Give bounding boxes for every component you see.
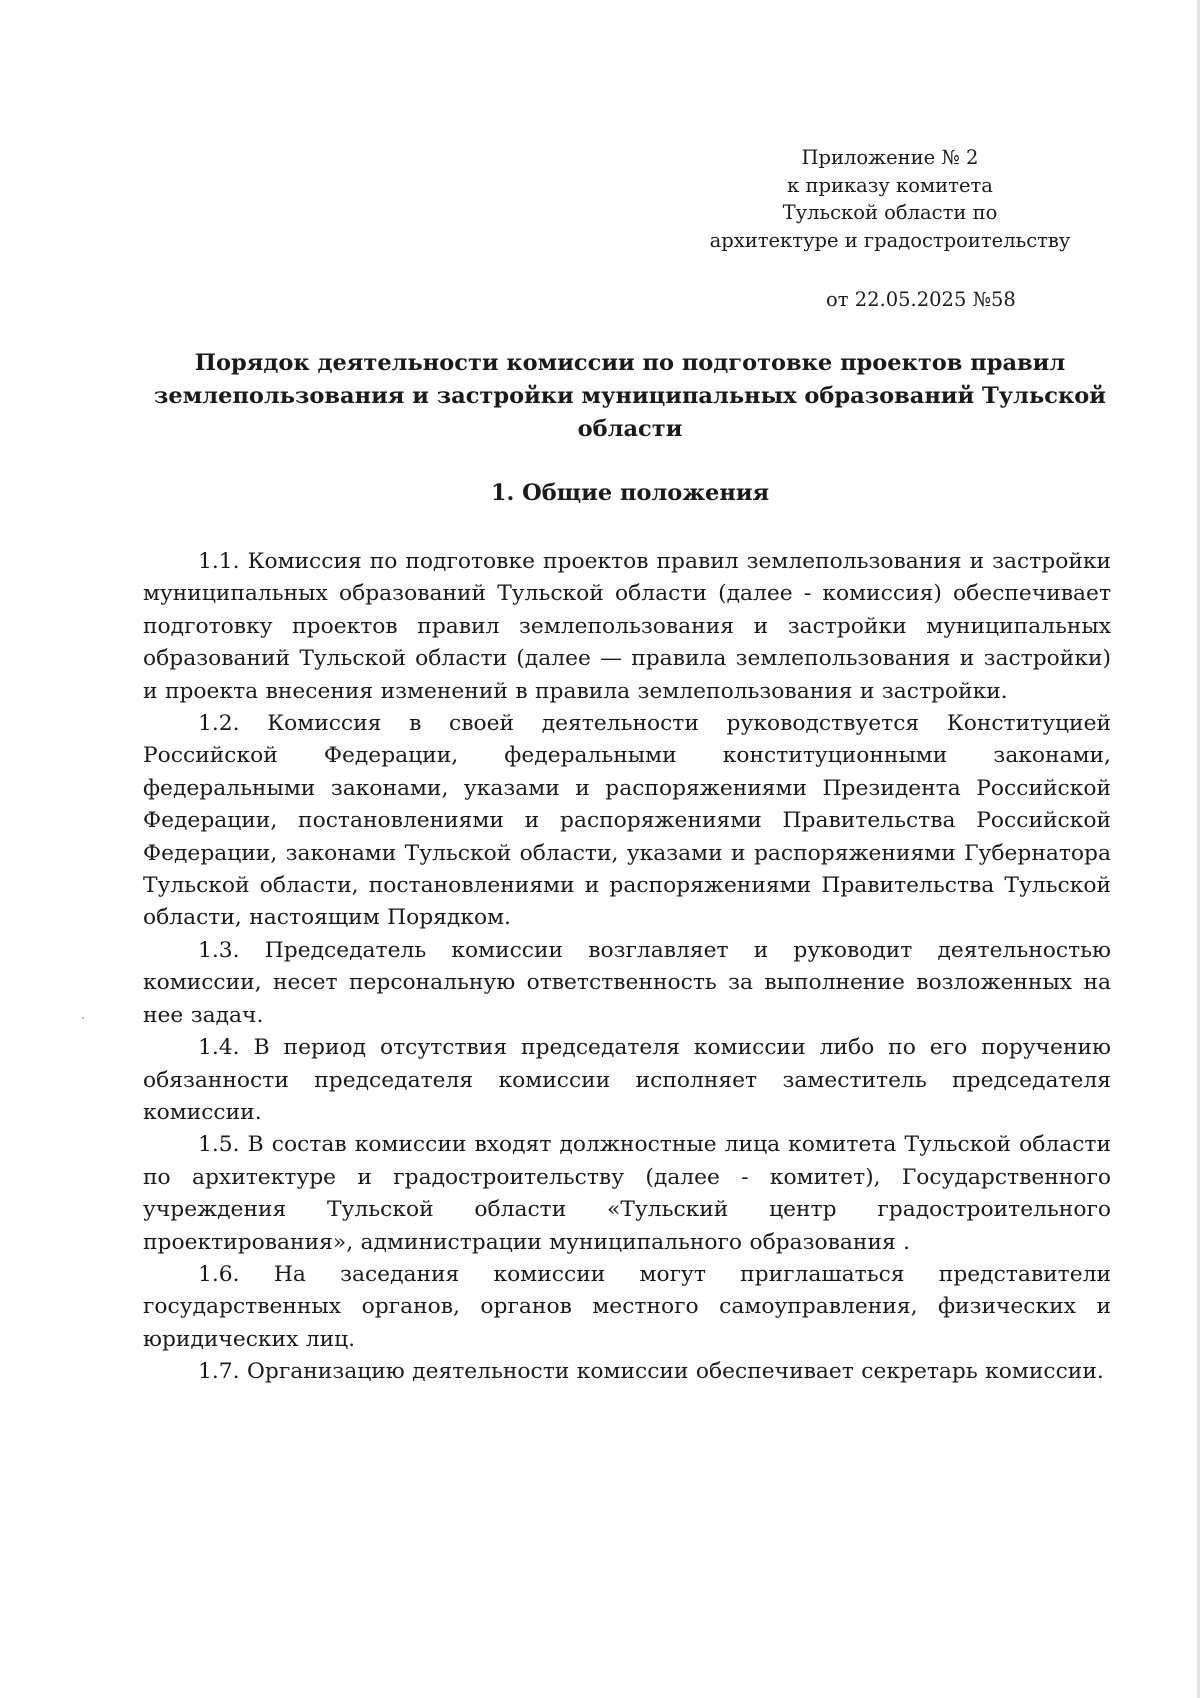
appendix-committee: архитектуре и градостроительству [709,228,1071,252]
paragraph-1-1: 1.1. Комиссия по подготовке проектов правил землепользования и застройки муниципальных образований Тульской области (далее - комиссия) обеспечивает подготовку проектов правил землепользования и застройки муниципальных образований Тульской области (далее — правила землепользования и застройки) и проекта внесения изменений в правила землепользования и застройки. [143,549,1111,704]
section-body [143,546,1111,1389]
document-title [150,347,1110,446]
paragraph-1-6: 1.6. На заседания комиссии могут приглашаться представители государственных органов, органов местного самоуправления, физических и юридических лиц. [143,1261,1111,1352]
paragraph-1-5: 1.5. В состав комиссии входят должностные лица комитета Тульской области по архитектуре и градостроительству (далее - комитет), Государственного учреждения Тульской области «Тульский центр градостроительного проектирования», администрации муниципального образования . [143,1132,1111,1255]
paragraph-1-4: 1.4. В период отсутствия председателя комиссии либо по его поручению обязанности председателя комиссии исполняет заместитель председателя комиссии. [143,1035,1111,1125]
paragraph-1-2: 1.2. Комиссия в своей деятельности руководствуется Конституцией Российской Федерации, федеральными конституционными законами, федеральными законами, указами и распоряжениями Президента Российской Федерации, постановлениями и распоряжениями Правительства Российской Федерации, законами Тульской области, указами и распоряжениями Губернатора Тульской области, постановлениями и распоряжениями Правительства Тульской области, настоящим Порядком. [143,711,1111,931]
title-line: Порядок деятельности комиссии по подготовке проектов правил [194,350,1066,376]
section-heading: 1. Общие положения [490,480,770,506]
order-date: от 22.05.2025 №58 [826,288,1016,311]
title-line: землепользования и застройки муниципальных образований Тульской [154,383,1106,409]
scan-speck [82,1017,84,1019]
appendix-number: Приложение № 2 [801,146,979,169]
paragraph-1-7: 1.7. Организацию деятельности комиссии обеспечивает секретарь комиссии. [198,1359,1104,1385]
appendix-region: Тульской области по [782,201,998,224]
appendix-block [690,144,1090,254]
appendix-order-ref: к приказу комитета [787,173,993,197]
paragraph-1-3: 1.3. Председатель комиссии возглавляет и руководит деятельностью комиссии, несет персональную ответственность за выполнение возложенных на нее задач. [143,937,1111,1028]
title-line: области [577,416,683,442]
